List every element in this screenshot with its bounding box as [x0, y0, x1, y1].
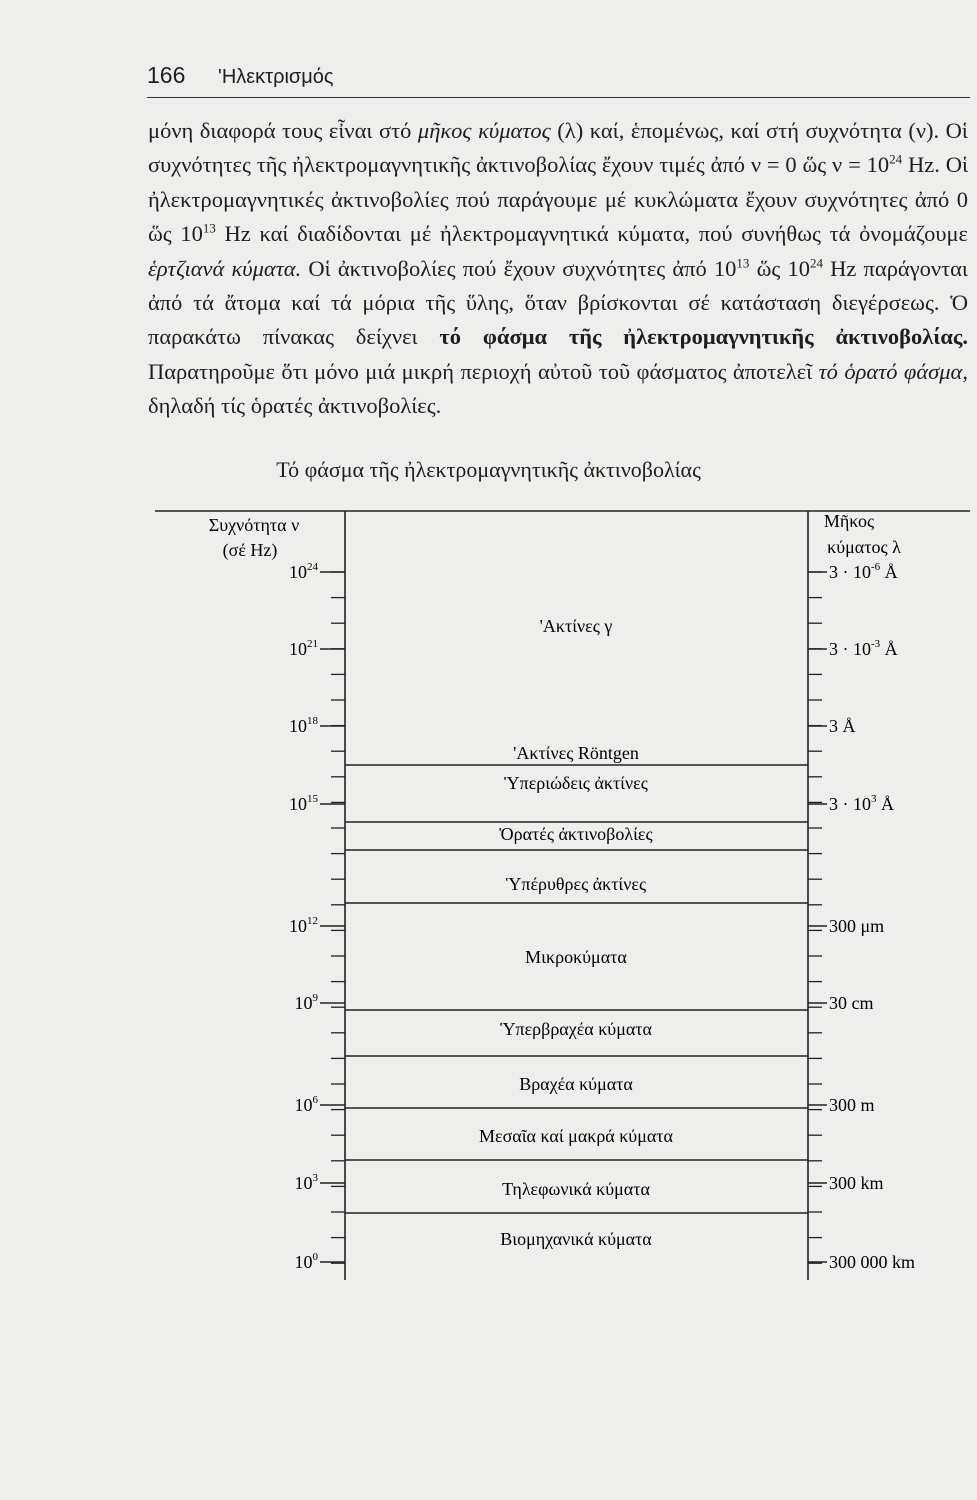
- frequency-label: $10^9$: [294, 992, 318, 1013]
- wavelength-axis-title-line2: κύματος λ: [827, 537, 901, 557]
- band-label: Ὑπεριώδεις ἀκτίνες: [504, 773, 648, 793]
- band-label: Ὁρατές ἀκτινοβολίες: [499, 824, 653, 844]
- band-label: 'Ακτίνες Röntgen: [513, 743, 639, 763]
- frequency-axis-title: Συχνότητα ν: [208, 515, 300, 535]
- frequency-label: $10^0$: [294, 1251, 318, 1272]
- page-number: 166: [147, 62, 186, 88]
- body-paragraph: μόνη διαφορά τους εἶναι στό μῆκος κύματος (λ) καί, ἑπομένως, καί στή συχνότητα (ν). Οἱ συχνότητες τῆς ἠλεκτρομαγνητικῆς ἀκτινοβολίας ἔχουν τιμές ἀπό ν = 0 ὥς $\nu = 10^{24}$ Hz. Οἱ ἠλεκτρομαγνητικές ἀκτινοβολίες πού παράγουμε μέ κυκλώματα ἔχουν συχνότητες ἀπό 0 ὥς $10^{13}$ Hz καί διαδίδονται μέ ἠλεκτρομαγνητικά κύματα, πού συνήθως τά ὀνομάζουμε ἑρτζιανά κύματα. Οἱ ἀκτινοβολίες πού ἔχουν συχνότητες ἀπό $10^{13}$ ὥς $10^{24}$ Hz παράγονται ἀπό τά ἄτομα καί τά μόρια τῆς ὕλης, ὅταν βρίσκονται σέ κατάσταση διεγέρσεως. Ὁ παρακάτω πίνακας δείχνει τό φάσμα τῆς ἠλεκτρομαγνητικῆς ἀκτινοβολίας. Παρατηροῦμε ὅτι μόνο μιά μικρή περιοχή αὐτοῦ τοῦ φάσματος ἀποτελεῖ τό ὁρατό φάσμα, δηλαδή τίς ὁρατές ἀκτινοβολίες.: [148, 118, 968, 419]
- frequency-label: $10^3$: [294, 1172, 318, 1193]
- frequency-label: $10^6$: [294, 1094, 318, 1115]
- wavelength-label: 300 km: [829, 1173, 884, 1193]
- wavelength-label: $3 \cdot 10^3$ Å: [829, 793, 894, 814]
- band-label: Βραχέα κύματα: [519, 1074, 633, 1094]
- band-label: 'Ακτίνες γ: [539, 616, 613, 636]
- frequency-label: $10^{21}$: [289, 638, 318, 659]
- band-label: Βιομηχανικά κύματα: [500, 1229, 652, 1249]
- wavelength-axis-title-line1: Μῆκος: [823, 511, 875, 531]
- wavelength-label: $3 \cdot 10^{-6}$ Å: [829, 561, 898, 582]
- band-label: Ὑπέρυθρες ἀκτίνες: [505, 874, 647, 894]
- band-label: Τηλεφωνικά κύματα: [502, 1179, 650, 1199]
- band-label: Ὑπερβραχέα κύματα: [500, 1019, 652, 1039]
- frequency-label: $10^{12}$: [289, 915, 318, 936]
- frequency-label: $10^{24}$: [289, 561, 318, 582]
- wavelength-label: 300 μm: [829, 916, 885, 936]
- band-label: Μικροκύματα: [525, 947, 627, 967]
- band-label: Μεσαῖα καί μακρά κύματα: [479, 1126, 673, 1146]
- wavelength-label: 300 000 km: [829, 1252, 916, 1272]
- wavelength-label: 30 cm: [829, 993, 874, 1013]
- frequency-axis-unit: (σέ Hz): [222, 540, 278, 560]
- frequency-label: $10^{15}$: [289, 793, 318, 814]
- running-title: 'Ηλεκτρισμός: [218, 66, 334, 88]
- figure-caption: Τό φάσμα τῆς ἠλεκτρομαγνητικῆς ἀκτινοβολίας: [276, 457, 701, 482]
- frequency-label: $10^{18}$: [289, 715, 318, 736]
- wavelength-label: 3 Å: [829, 716, 856, 736]
- wavelength-label: $3 \cdot 10^{-3}$ Å: [829, 638, 898, 659]
- wavelength-label: 300 m: [829, 1095, 875, 1115]
